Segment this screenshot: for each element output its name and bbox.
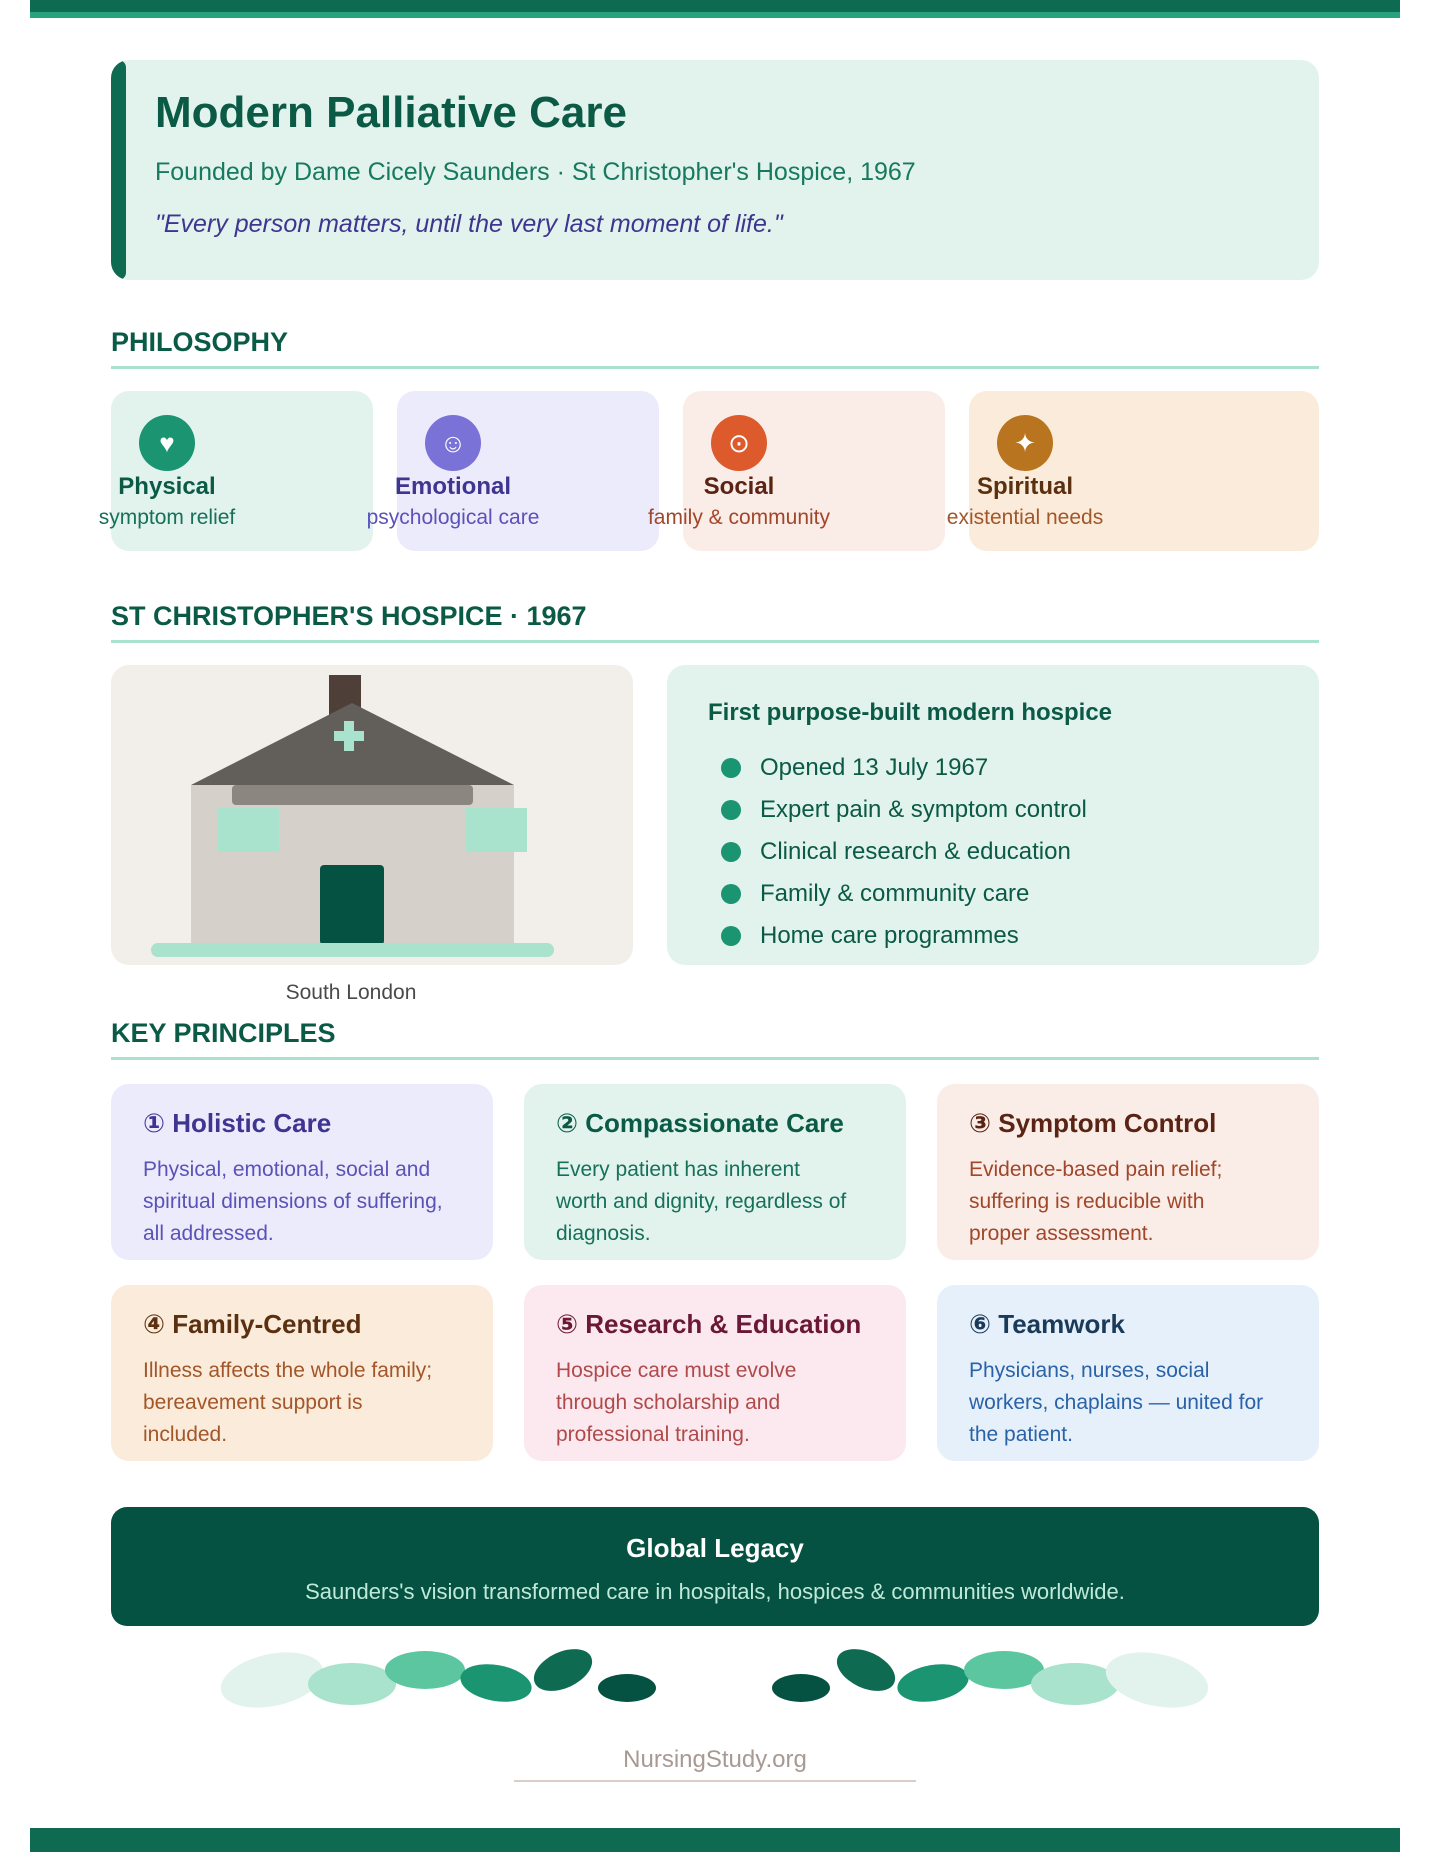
principle-card-holistic [111,1084,493,1260]
people-icon: ⊙ [711,415,767,471]
heart-icon: ♥ [139,415,195,471]
legacy-banner [111,1507,1319,1626]
star-icon: ✦ [997,415,1053,471]
bullet-icon [721,800,741,820]
philosophy-name: Physical [118,473,216,500]
bullet-icon [721,926,741,946]
top-bar [30,0,1400,18]
principle-title: ⑥ Teamwork [969,1309,1125,1339]
page-subtitle: Founded by Dame Cicely Saunders · St Christopher's Hospice, 1967 [155,158,916,186]
bullet-icon [721,884,741,904]
hospice-illustration [111,665,633,965]
header-banner [111,60,1319,280]
bottom-bar [30,1828,1400,1852]
leaf-decoration-icon [1301,126,1319,236]
principle-card-symptom [937,1084,1319,1260]
legacy-text: Saunders's vision transformed care in hospitals, hospices & communities worldwide. [305,1579,1125,1604]
bullet-icon [721,842,741,862]
section-heading-principles: KEY PRINCIPLES [111,1018,1319,1060]
philosophy-card-emotional [366,391,659,551]
list-item: Family & community care [708,879,1087,921]
principle-text: Illness affects the whole family; bereavement support is included. [143,1359,433,1446]
list-item: Home care programmes [708,921,1087,963]
section-heading-hospice: ST CHRISTOPHER'S HOSPICE · 1967 [111,601,1319,643]
philosophy-card-social [647,391,945,551]
list-item: Clinical research & education [708,837,1087,879]
hospice-info-card [667,665,1319,965]
principle-title: ⑤ Research & Education [556,1309,862,1339]
philosophy-desc: family & community [647,506,831,529]
principle-card-family [111,1285,493,1461]
principle-text: Physicians, nurses, social workers, chaplains — united for the patient. [969,1359,1264,1446]
philosophy-card-physical [98,391,373,551]
hospice-building-icon [111,665,633,965]
hospice-info-title: First purpose-built modern hospice [708,699,1113,726]
philosophy-name: Spiritual [976,473,1074,500]
footer-source: NursingStudy.org [514,1746,916,1782]
principle-text: Hospice care must evolve through scholarship and professional training. [556,1359,797,1446]
bullet-icon [721,758,741,778]
header-accent [111,60,126,280]
principle-title: ② Compassionate Care [556,1108,844,1138]
philosophy-desc: symptom relief [98,506,236,529]
principle-title: ① Holistic Care [143,1108,332,1138]
list-item: Opened 13 July 1967 [708,753,1087,795]
smiley-icon: ☺ [425,415,481,471]
philosophy-name: Social [703,473,775,500]
philosophy-card-spiritual [946,391,1319,551]
page-title: Modern Palliative Care [155,88,627,137]
principle-card-teamwork [937,1285,1319,1461]
leaf-row-decoration-icon [0,1640,1440,1720]
section-heading-philosophy: PHILOSOPHY [111,327,1319,369]
list-item: Expert pain & symptom control [708,795,1087,837]
hospice-facts-list [708,753,1087,963]
principle-card-compassionate [524,1084,906,1260]
legacy-title: Global Legacy [626,1533,804,1563]
quote: "Every person matters, until the very last moment of life." [155,210,783,238]
hospice-caption: South London [285,981,417,1004]
principle-text: Physical, emotional, social and spiritual dimensions of suffering, all addressed. [143,1158,443,1245]
philosophy-name: Emotional [394,473,512,500]
philosophy-desc: psychological care [366,506,540,529]
principle-text: Every patient has inherent worth and dignity, regardless of diagnosis. [556,1158,847,1245]
principle-title: ③ Symptom Control [969,1108,1217,1138]
principle-card-research [524,1285,906,1461]
philosophy-desc: existential needs [946,506,1104,529]
principle-text: Evidence-based pain relief; suffering is reducible with proper assessment. [969,1158,1223,1245]
principle-title: ④ Family-Centred [143,1309,362,1339]
